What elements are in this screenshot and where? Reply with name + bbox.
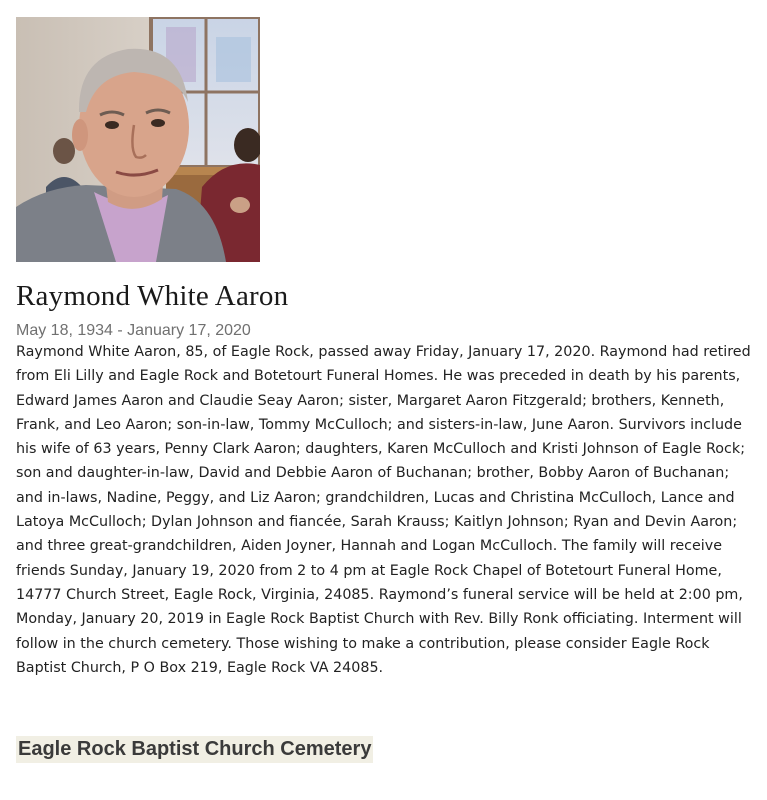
cemetery-link[interactable]: Eagle Rock Baptist Church Cemetery [16, 736, 373, 763]
decedent-name: Raymond White Aaron [16, 280, 289, 312]
obituary-text: Raymond White Aaron, 85, of Eagle Rock, passed away Friday, January 17, 2020. Raymond had retired from Eli Lilly and Eagle Rock and Botetourt Funeral Homes. He was preceded in death by his parents, Edward James Aaron and Claudie Seay Aaron; sister, Margaret Aaron Fitzgerald; brothers, Kenneth, Frank, and Leo Aaron; son-in-law, Tommy McCulloch; and sisters-in-law, June Aaron. Survivors include his wife of 63 years, Penny Clark Aaron; daughters, Karen McCulloch and Kristi Johnson of Eagle Rock; son and daughter-in-law, David and Debbie Aaron of Buchanan; brother, Bobby Aaron of Buchanan; and in-laws, Nadine, Peggy, and Liz Aaron; grandchildren, Lucas and Christina McCulloch, Lance and Latoya McCulloch; Dylan Johnson and fiancée, Sarah Krauss; Kaitlyn Johnson; Ryan and Devin Aaron; and three great-grandchildren, Aiden Joyner, Hannah and Logan McCulloch. The family will receive friends Sunday, January 19, 2020 from 2 to 4 pm at Eagle Rock Chapel of Botetourt Funeral Home, 14777 Church Street, Eagle Rock, Virginia, 24085. Raymond’s funeral service will be held at 2:00 pm, Monday, January 20, 2019 in Eagle Rock Baptist Church with Rev. Billy Ronk officiating. Interment will follow in the church cemetery. Those wishing to make a contribution, please consider Eagle Rock Baptist Church, P O Box 219, Eagle Rock VA 24085. [16, 344, 751, 676]
portrait-photo [16, 17, 260, 262]
life-dates: May 18, 1934 - January 17, 2020 [16, 322, 251, 339]
